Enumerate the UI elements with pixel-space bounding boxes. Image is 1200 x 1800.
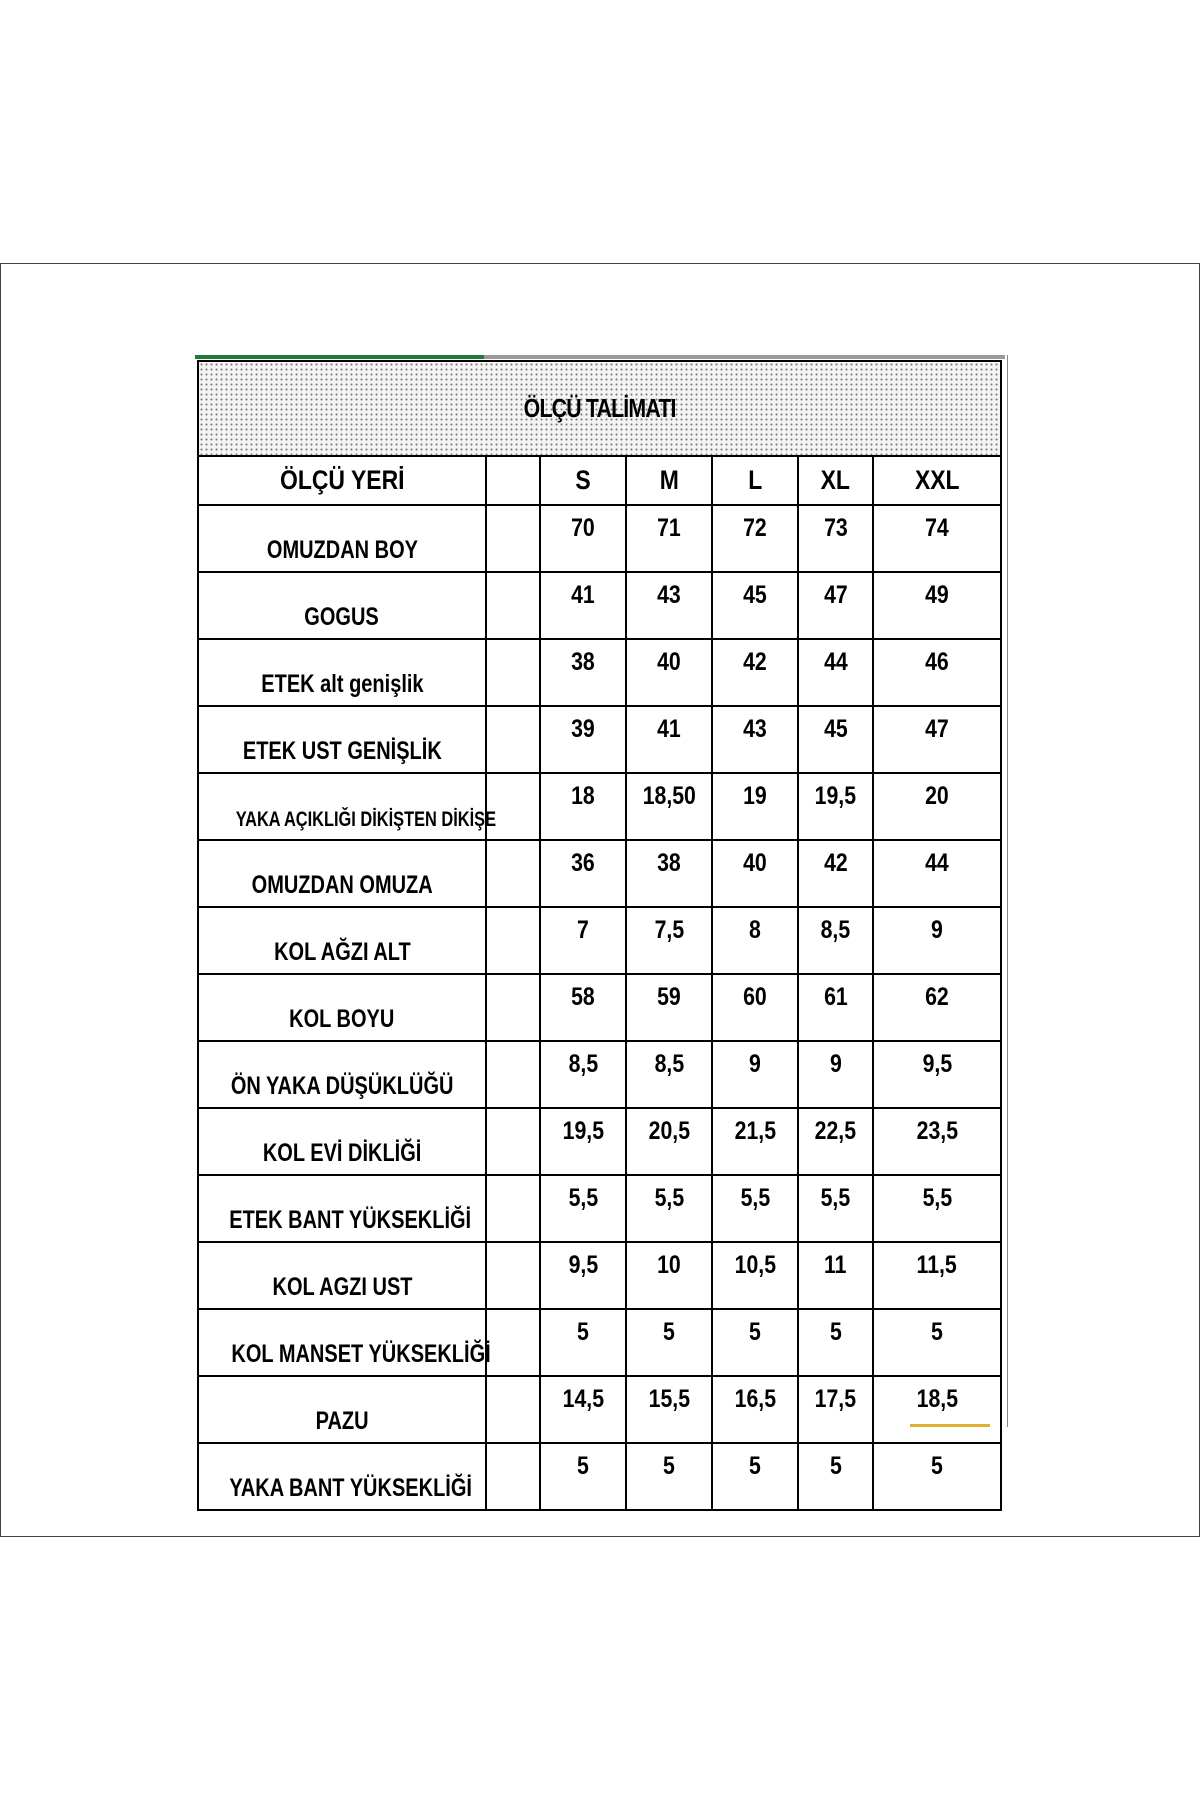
measurement-value-cell (798, 907, 873, 974)
measurement-value-cell (712, 1376, 798, 1443)
measurement-label-cell (198, 1041, 486, 1108)
measurement-value-cell (626, 1108, 712, 1175)
measurement-value: 5 (749, 1318, 761, 1346)
measurement-value-cell (712, 1443, 798, 1510)
measurement-value-cell (798, 974, 873, 1041)
measurement-value: 43 (743, 715, 767, 743)
measurement-value: 5 (663, 1318, 675, 1346)
measurement-value-cell (626, 773, 712, 840)
spreadsheet-column-strip (195, 355, 1005, 359)
measurement-label: YAKA BANT YÜKSEKLİĞİ (229, 1474, 472, 1502)
measurement-value-cell (540, 1443, 626, 1510)
measurement-value: 45 (743, 581, 767, 609)
measurement-label: ÖN YAKA DÜŞÜKLÜĞÜ (230, 1072, 454, 1100)
measurement-value-cell (540, 1175, 626, 1242)
measurement-value: 9 (749, 1050, 761, 1078)
measurement-value-cell (873, 1242, 1001, 1309)
measurement-value: 9 (829, 1050, 842, 1078)
blank-cell (486, 639, 540, 706)
measurement-value-cell (626, 1309, 712, 1376)
measurement-value-cell (873, 1376, 1001, 1443)
measurement-value: 5 (577, 1452, 589, 1480)
measurement-value-cell (712, 907, 798, 974)
measurement-value: 10 (657, 1251, 681, 1279)
measurement-value: 5,5 (568, 1184, 598, 1212)
size-label: XL (820, 465, 851, 495)
measurement-value: 46 (925, 648, 949, 676)
measurement-value-cell (798, 1443, 873, 1510)
measurement-value-cell (626, 1443, 712, 1510)
measurement-value-cell (798, 639, 873, 706)
table-row (198, 1175, 1001, 1242)
measurement-value-cell (798, 773, 873, 840)
measurement-value-cell (798, 1309, 873, 1376)
table-row (198, 974, 1001, 1041)
measurement-value-cell (873, 706, 1001, 773)
measurement-value-cell (626, 907, 712, 974)
measurement-value-cell (873, 773, 1001, 840)
measurement-label-cell (198, 1309, 491, 1376)
measurement-label: KOL EVİ DİKLİĞİ (262, 1139, 422, 1167)
measurement-value: 44 (823, 648, 848, 676)
measurement-value: 10,5 (734, 1251, 776, 1279)
measurement-value: 70 (571, 514, 595, 542)
measurement-label-cell (198, 639, 486, 706)
measurement-value-cell (798, 1376, 873, 1443)
measurement-value: 21,5 (734, 1117, 776, 1145)
measurement-label: KOL BOYU (289, 1005, 395, 1033)
measurement-value: 42 (743, 648, 767, 676)
measurement-value-cell (626, 639, 712, 706)
blank-cell (486, 907, 540, 974)
measurement-value-cell (540, 505, 626, 572)
measurement-value: 19,5 (814, 782, 857, 810)
measurement-value: 8,5 (568, 1050, 598, 1078)
measurement-value-cell (626, 974, 712, 1041)
measurement-value-cell (626, 1242, 712, 1309)
measurement-value: 39 (571, 715, 595, 743)
measurement-value: 59 (657, 983, 681, 1011)
measurement-value: 62 (925, 983, 949, 1011)
measurement-value-cell (626, 1376, 712, 1443)
measurement-value-cell (798, 1041, 873, 1108)
measurement-value: 20 (925, 782, 949, 810)
measurement-value-cell (626, 1175, 712, 1242)
measurement-value: 41 (657, 715, 681, 743)
measurement-value: 19 (743, 782, 767, 810)
measurement-value-cell (540, 773, 626, 840)
measurement-value: 5 (663, 1452, 675, 1480)
measurement-value: 44 (925, 849, 949, 877)
header-size-s (540, 456, 626, 505)
measurement-value: 15,5 (648, 1385, 690, 1413)
table-row (198, 1108, 1001, 1175)
measurement-value-cell (798, 840, 873, 907)
measurement-value-cell (626, 840, 712, 907)
measurement-value: 11 (824, 1251, 847, 1279)
measurement-value: 74 (925, 514, 949, 542)
measurement-value-cell (873, 1041, 1001, 1108)
header-size-l (712, 456, 798, 505)
table-row (198, 706, 1001, 773)
measurement-value: 11,5 (916, 1251, 958, 1279)
header-size-m (626, 456, 712, 505)
header-label: ÖLÇÜ YERİ (279, 465, 405, 495)
measurement-value: 72 (743, 514, 767, 542)
size-chart-table (197, 360, 1002, 1511)
measurement-value-cell (626, 1041, 712, 1108)
measurement-value: 73 (823, 514, 848, 542)
measurement-value: 8,5 (820, 916, 851, 944)
blank-cell (486, 1041, 540, 1108)
blank-cell (486, 840, 540, 907)
measurement-label-cell (198, 1108, 486, 1175)
measurement-value: 41 (571, 581, 595, 609)
measurement-value: 5 (829, 1318, 842, 1346)
measurement-label-cell (198, 840, 486, 907)
measurement-value-cell (540, 572, 626, 639)
measurement-value: 9 (931, 916, 943, 944)
measurement-value: 8,5 (654, 1050, 684, 1078)
size-label: S (575, 465, 591, 495)
measurement-value: 45 (823, 715, 848, 743)
blank-cell (486, 1376, 540, 1443)
table-row (198, 639, 1001, 706)
measurement-value-cell (712, 706, 798, 773)
measurement-value: 47 (925, 715, 949, 743)
measurement-label: ETEK alt genişlik (260, 670, 424, 698)
measurement-value-cell (712, 1309, 798, 1376)
measurement-value: 47 (823, 581, 848, 609)
measurement-value-cell (712, 1108, 798, 1175)
measurement-label: ETEK BANT YÜKSEKLİĞİ (229, 1206, 472, 1234)
measurement-value-cell (712, 1175, 798, 1242)
measurement-value-cell (873, 974, 1001, 1041)
measurement-value: 9,5 (568, 1251, 598, 1279)
size-label: L (747, 465, 763, 495)
measurement-label-cell (198, 706, 486, 773)
blank-cell (486, 572, 540, 639)
measurement-value: 23,5 (916, 1117, 958, 1145)
measurement-label-cell (198, 1443, 486, 1510)
measurement-value-cell (540, 840, 626, 907)
blank-cell (486, 706, 540, 773)
measurement-label-cell (198, 974, 486, 1041)
measurement-value: 49 (925, 581, 949, 609)
measurement-value-cell (873, 505, 1001, 572)
measurement-value-cell (540, 1309, 626, 1376)
measurement-value-cell (540, 1376, 626, 1443)
size-label: M (659, 465, 679, 495)
measurement-value: 60 (743, 983, 767, 1011)
measurement-label: KOL AGZI UST (272, 1273, 412, 1301)
measurement-value: 40 (743, 849, 767, 877)
measurement-value-cell (540, 706, 626, 773)
measurement-value: 18,50 (642, 782, 696, 810)
measurement-value-cell (540, 974, 626, 1041)
measurement-value: 5,5 (654, 1184, 684, 1212)
measurement-label: YAKA AÇIKLIĞI DİKİŞTEN DİKİŞE (235, 808, 496, 831)
blank-cell (486, 505, 540, 572)
measurement-value: 20,5 (648, 1117, 690, 1145)
measurement-label: GOGUS (304, 603, 380, 631)
measurement-value: 5,5 (922, 1184, 952, 1212)
measurement-value-cell (712, 840, 798, 907)
measurement-value-cell (798, 1175, 873, 1242)
measurement-label-cell (198, 773, 496, 840)
table-row (198, 840, 1001, 907)
measurement-value: 17,5 (814, 1385, 857, 1413)
measurement-value-cell (712, 773, 798, 840)
measurement-value-cell (798, 572, 873, 639)
measurement-value-cell (540, 1041, 626, 1108)
measurement-value: 5 (829, 1452, 842, 1480)
header-size-xxl (873, 456, 1001, 505)
measurement-value: 5 (931, 1452, 943, 1480)
measurement-label-cell (198, 572, 486, 639)
measurement-value: 18 (571, 782, 595, 810)
selected-cell-underline (910, 1424, 990, 1427)
measurement-value-cell (873, 1108, 1001, 1175)
measurement-value: 38 (657, 849, 681, 877)
measurement-value: 5 (749, 1452, 761, 1480)
measurement-value: 7 (577, 916, 589, 944)
measurement-label: OMUZDAN OMUZA (251, 871, 433, 899)
measurement-value-cell (873, 639, 1001, 706)
measurement-label: OMUZDAN BOY (266, 536, 418, 564)
measurement-value-cell (798, 1108, 873, 1175)
measurement-value: 7,5 (654, 916, 684, 944)
measurement-value-cell (873, 1309, 1001, 1376)
measurement-value-cell (540, 907, 626, 974)
measurement-value: 18,5 (916, 1385, 958, 1413)
measurement-value-cell (712, 1041, 798, 1108)
measurement-value: 5,5 (740, 1184, 770, 1212)
table-title-text: ÖLÇÜ TALİMATI (523, 393, 676, 423)
measurement-value-cell (873, 1443, 1001, 1510)
measurement-value-cell (873, 572, 1001, 639)
measurement-value: 5 (577, 1318, 589, 1346)
table-row (198, 1309, 1001, 1376)
measurement-value-cell (626, 505, 712, 572)
measurement-value-cell (540, 1242, 626, 1309)
table-row (198, 1376, 1001, 1443)
measurement-value: 5 (931, 1318, 943, 1346)
header-blank-cell (486, 456, 540, 505)
measurement-value: 71 (657, 514, 681, 542)
blank-cell (486, 974, 540, 1041)
measurement-value-cell (712, 505, 798, 572)
measurement-label-cell (198, 1242, 486, 1309)
measurement-value: 58 (571, 983, 595, 1011)
measurement-value-cell (798, 706, 873, 773)
measurement-value-cell (540, 639, 626, 706)
table-title (198, 361, 1001, 456)
blank-cell (486, 1309, 540, 1376)
measurement-value: 16,5 (734, 1385, 776, 1413)
table-row (198, 572, 1001, 639)
measurement-label-cell (198, 1376, 486, 1443)
table-row (198, 1443, 1001, 1510)
measurement-value-cell (798, 505, 873, 572)
measurement-label: KOL MANSET YÜKSEKLİĞİ (231, 1340, 491, 1368)
measurement-value: 5,5 (820, 1184, 851, 1212)
table-row (198, 773, 1001, 840)
header-label-cell (198, 456, 486, 505)
measurement-value: 8 (749, 916, 761, 944)
measurement-label: PAZU (315, 1407, 369, 1435)
table-row (198, 1041, 1001, 1108)
measurement-value: 9,5 (922, 1050, 952, 1078)
header-size-xl (798, 456, 873, 505)
size-chart-sheet (195, 355, 1008, 1502)
selected-column-accent (195, 355, 484, 359)
size-label: XXL (914, 465, 960, 495)
measurement-value-cell (626, 572, 712, 639)
measurement-label: ETEK UST GENİŞLİK (242, 737, 442, 765)
measurement-label: KOL AĞZI ALT (273, 938, 411, 966)
measurement-value-cell (540, 1108, 626, 1175)
blank-cell (486, 1242, 540, 1309)
blank-cell (486, 1108, 540, 1175)
blank-cell (486, 1175, 540, 1242)
measurement-value-cell (873, 840, 1001, 907)
measurement-value-cell (712, 639, 798, 706)
measurement-label-cell (198, 505, 486, 572)
measurement-value-cell (626, 706, 712, 773)
table-row (198, 505, 1001, 572)
measurement-value: 36 (571, 849, 595, 877)
header-row (198, 456, 1001, 505)
measurement-label-cell (198, 1175, 486, 1242)
table-row (198, 1242, 1001, 1309)
measurement-value-cell (873, 907, 1001, 974)
measurement-value: 14,5 (562, 1385, 604, 1413)
measurement-value: 43 (657, 581, 681, 609)
measurement-value-cell (873, 1175, 1001, 1242)
blank-cell (486, 1443, 540, 1510)
measurement-value-cell (712, 572, 798, 639)
measurement-value-cell (798, 1242, 873, 1309)
table-row (198, 907, 1001, 974)
measurement-label-cell (198, 907, 486, 974)
measurement-value-cell (712, 1242, 798, 1309)
measurement-value: 22,5 (814, 1117, 857, 1145)
measurement-value: 19,5 (562, 1117, 604, 1145)
measurement-value: 42 (823, 849, 848, 877)
measurement-value: 61 (823, 983, 848, 1011)
measurement-value-cell (712, 974, 798, 1041)
measurement-value: 40 (657, 648, 681, 676)
measurement-value: 38 (571, 648, 595, 676)
